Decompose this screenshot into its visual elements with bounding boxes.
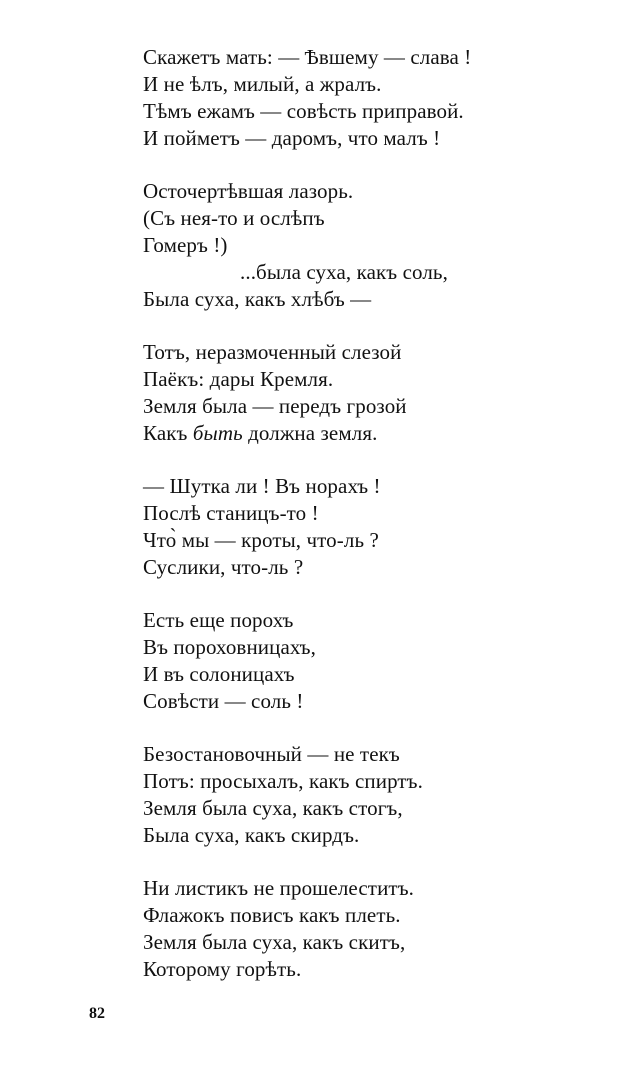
- poem-line: Потъ: просыхалъ, какъ спиртъ.: [143, 769, 423, 793]
- stanza-3: [143, 339, 583, 447]
- poem-line: Гомеръ !): [143, 233, 228, 257]
- poem-line: Въ пороховницахъ,: [143, 635, 316, 659]
- stanza-7: [143, 875, 583, 983]
- stanza-5: [143, 607, 583, 715]
- poem-line: Была суха, какъ хлѣбъ —: [143, 287, 372, 311]
- poem-line: Скажетъ мать: — Ѣвшему — слава !: [143, 45, 472, 69]
- stanza-4: [143, 473, 583, 581]
- poem-line: Земля была — передъ грозой: [143, 394, 407, 418]
- poem-line: Совѣсти — соль !: [143, 689, 304, 713]
- poem-line: И въ солоницахъ: [143, 662, 295, 686]
- poem-line: Которому горѣть.: [143, 957, 302, 981]
- poem-line: Была суха, какъ скирдъ.: [143, 823, 360, 847]
- poem-line: И пойметъ — даромъ, что малъ !: [143, 126, 441, 150]
- stanza-1: [143, 44, 583, 152]
- poem-line: И не ѣлъ, милый, а жралъ.: [143, 72, 382, 96]
- stanza-2: [143, 178, 583, 313]
- poem-line: Суслики, что-ль ?: [143, 555, 304, 579]
- page-number: 82: [89, 1005, 105, 1022]
- poem-line: — Шутка ли ! Въ норахъ !: [143, 474, 381, 498]
- poem-line: Послѣ станицъ-то !: [143, 501, 319, 525]
- poem-line: Что̀ мы — кроты, что-ль ?: [143, 528, 379, 552]
- poem-line-indented: ...была суха, какъ соль,: [240, 260, 448, 284]
- poem-line: Ни листикъ не прошелеститъ.: [143, 876, 415, 900]
- poem-line: Осточертѣвшая лазорь.: [143, 179, 354, 203]
- poem-line: Тотъ, неразмоченный слезой: [143, 340, 402, 364]
- poem-body: [143, 44, 583, 1009]
- poem-line-with-italic: Какъ быть должна земля.: [143, 421, 378, 445]
- poem-line: Земля была суха, какъ скитъ,: [143, 930, 406, 954]
- poem-line: Паёкъ: дары Кремля.: [143, 367, 334, 391]
- poem-line: Безостановочный — не текъ: [143, 742, 400, 766]
- poem-line: Тѣмъ ежамъ — совѣсть приправой.: [143, 99, 464, 123]
- poem-line: (Съ нея-то и ослѣпъ: [143, 206, 325, 230]
- poem-line: Флажокъ повисъ какъ плеть.: [143, 903, 401, 927]
- poem-line: Есть еще порохъ: [143, 608, 294, 632]
- italic-word: быть: [192, 421, 243, 445]
- stanza-6: [143, 741, 583, 849]
- poem-line: Земля была суха, какъ стогъ,: [143, 796, 403, 820]
